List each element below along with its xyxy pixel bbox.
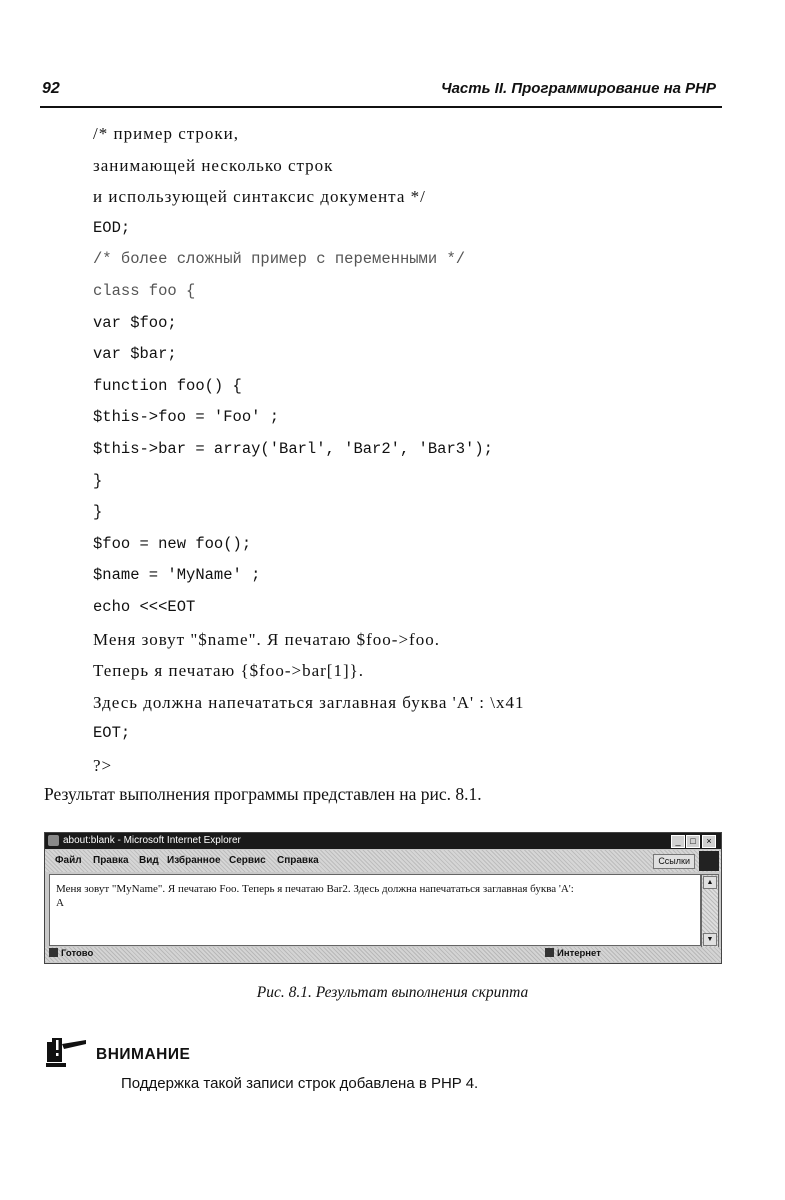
code-line: }: [93, 471, 103, 490]
code-line: $this->bar = array('Barl', 'Bar2', 'Bar3');: [93, 439, 493, 458]
running-head: Часть II. Программирование на PHP: [440, 80, 716, 97]
figure-caption: Рис. 8.1. Результат выполнения скрипта: [256, 984, 529, 1001]
minimize-button[interactable]: _: [671, 835, 685, 848]
browser-content: [49, 874, 701, 946]
code-line: $name = 'MyName' ;: [93, 566, 261, 585]
status-zone: Интернет: [545, 948, 601, 959]
status-ready: Готово: [49, 948, 93, 959]
code-line: и использующей синтаксис документа */: [93, 187, 426, 207]
code-line: Теперь я печатаю {$foo->bar[1]}.: [93, 661, 365, 681]
code-line: Меня зовут "$name". Я печатаю $foo->foo.: [93, 629, 440, 649]
note-text: Поддержка такой записи строк добавлена в PHP 4.: [121, 1075, 479, 1092]
code-line: ?>: [93, 755, 113, 775]
menu-help[interactable]: Справка: [277, 855, 319, 866]
code-line: занимающей несколько строк: [93, 155, 334, 175]
browser-statusbar: [45, 947, 721, 962]
code-line: EOT;: [93, 724, 131, 743]
menu-view[interactable]: Вид: [139, 855, 159, 866]
page-header: [40, 80, 722, 106]
ie-app-icon: [48, 835, 59, 846]
note-title: ВНИМАНИЕ: [96, 1046, 191, 1063]
close-button[interactable]: ×: [702, 835, 716, 848]
ie-throbber-icon: [699, 851, 719, 871]
scroll-up-icon[interactable]: ▲: [703, 876, 717, 889]
code-line: EOD;: [93, 218, 131, 237]
browser-title: about:blank - Microsoft Internet Explorer: [63, 835, 241, 846]
content-line: Меня зовут "MyName". Я печатаю Foo. Теперь я печатаю Bar2. Здесь должна напечататься заглавная буква 'А':: [56, 883, 574, 895]
code-line: function foo() {: [93, 376, 242, 395]
header-rule: [40, 106, 722, 108]
warning-hand-icon: [46, 1034, 88, 1068]
browser-screenshot: [44, 832, 722, 964]
code-line: var $foo;: [93, 313, 177, 332]
code-line: }: [93, 503, 103, 522]
page-number: 92: [42, 80, 60, 97]
code-line: $this->foo = 'Foo' ;: [93, 408, 280, 427]
code-line: echo <<<EOT: [93, 597, 196, 616]
browser-titlebar: [45, 833, 721, 849]
maximize-button[interactable]: □: [686, 835, 700, 848]
code-listing: [93, 118, 713, 781]
menu-file[interactable]: Файл: [55, 855, 82, 866]
menu-edit[interactable]: Правка: [93, 855, 129, 866]
vertical-scrollbar[interactable]: [701, 874, 719, 948]
code-line: class foo {: [93, 281, 196, 300]
menu-favorites[interactable]: Избранное: [167, 855, 221, 866]
code-line: Здесь должна напечататься заглавная буква 'А' : \x41: [93, 692, 525, 712]
code-line: var $bar;: [93, 345, 177, 364]
code-line: $foo = new foo();: [93, 534, 252, 553]
page-icon: [49, 948, 58, 957]
result-paragraph: Результат выполнения программы представлен на рис. 8.1.: [44, 784, 482, 804]
globe-icon: [545, 948, 554, 957]
content-line: A: [56, 897, 64, 909]
scroll-down-icon[interactable]: ▼: [703, 933, 717, 946]
links-button[interactable]: Ссылки: [653, 854, 695, 869]
code-line: /* более сложный пример с переменными */: [93, 250, 466, 269]
browser-menubar: [45, 850, 721, 872]
menu-tools[interactable]: Сервис: [229, 855, 266, 866]
code-line: /* пример строки,: [93, 124, 240, 143]
